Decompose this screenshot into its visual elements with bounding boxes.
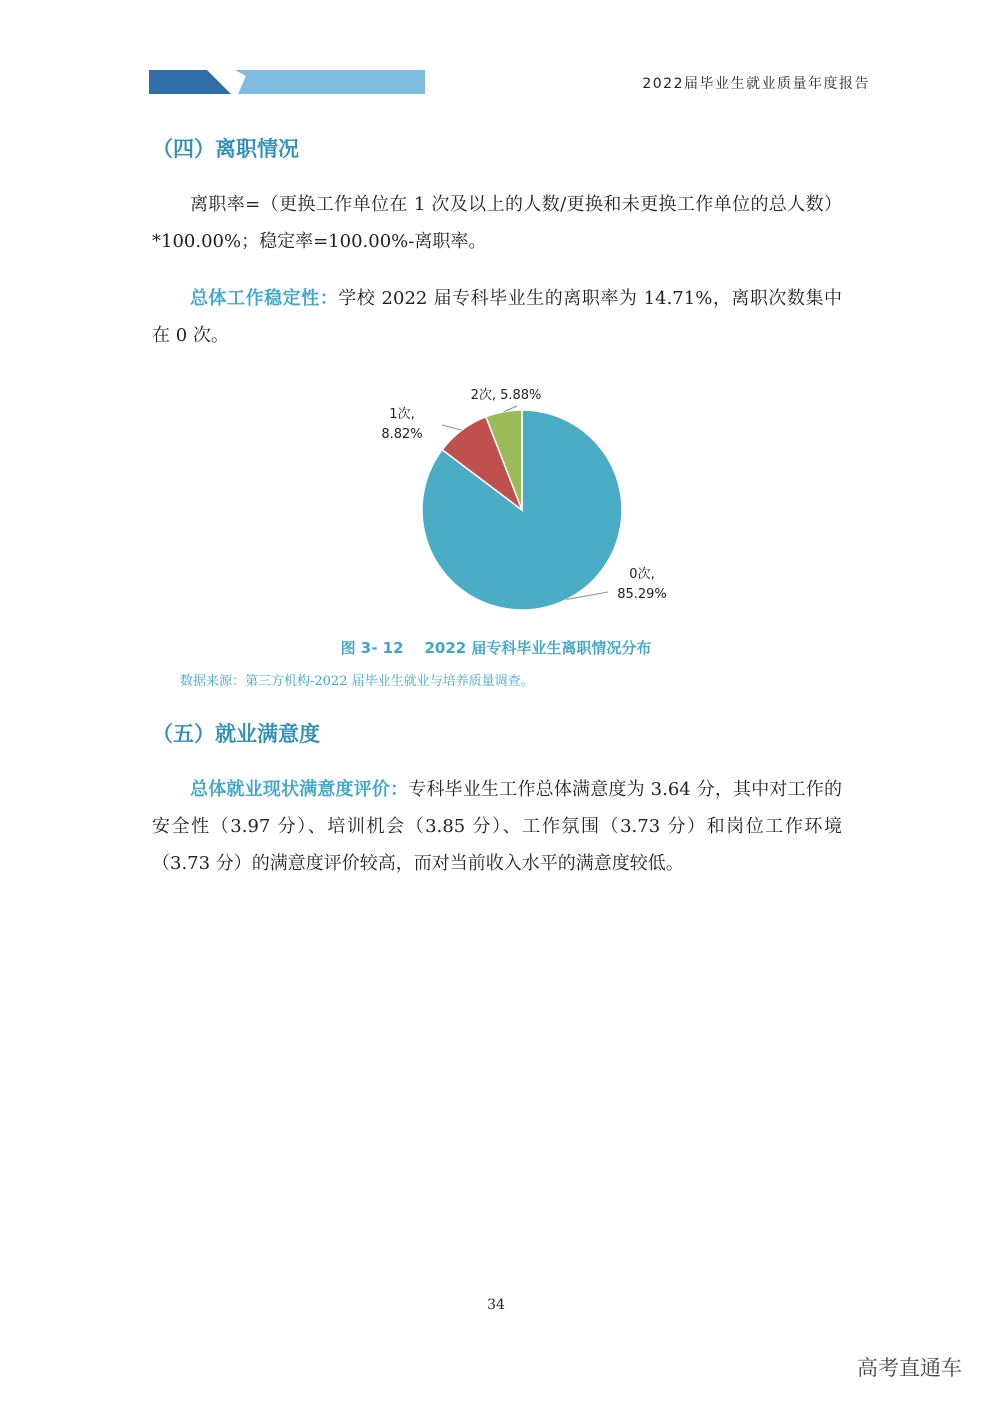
figure-caption: 图 3- 12 2022 届专科毕业生离职情况分布	[340, 639, 652, 657]
stability-text: 学校 2022 届专科毕业生的离职率为 14.71%，离职次数集中在 0 次。	[152, 288, 843, 346]
report-title: 2022届毕业生就业质量年度报告	[642, 76, 870, 92]
pie-label-2: 2次, 5.88%	[470, 388, 542, 403]
stability-paragraph	[152, 280, 842, 354]
formula-paragraph: 离职率=（更换工作单位在 1 次及以上的人数/更换和未更换工作单位的总人数）*100.00%；稳定率=100.00%-离职率。	[152, 194, 842, 252]
watermark: 高考直通车	[857, 1356, 962, 1380]
page-number: 34	[487, 1297, 505, 1313]
satisfaction-paragraph	[152, 771, 842, 882]
section-title-satisfaction: （五）就业满意度	[152, 722, 320, 746]
pie-leader-line-1	[442, 425, 462, 430]
stability-lead: 总体工作稳定性：	[190, 288, 339, 309]
pie-label-0: 0次, 85.29%	[617, 567, 667, 602]
header-band-light	[231, 70, 425, 94]
satisfaction-lead: 总体就业现状满意度评价：	[190, 779, 409, 800]
resignation-pie-chart	[352, 380, 692, 620]
pie-label-1: 1次, 8.82%	[381, 407, 423, 442]
header-banner	[149, 70, 425, 94]
satisfaction-text: 专科毕业生工作总体满意度为 3.64 分，其中对工作的安全性（3.97 分）、培训机会（3.85 分）、工作氛围（3.73 分）和岗位工作环境（3.73 分）的满意度评价较高，而对当前收入水平的满意度较低。	[152, 779, 843, 874]
data-source-note: 数据来源：第三方机构-2022 届毕业生就业与培养质量调查。	[180, 674, 534, 689]
section-title-resignation: （四）离职情况	[152, 137, 299, 161]
